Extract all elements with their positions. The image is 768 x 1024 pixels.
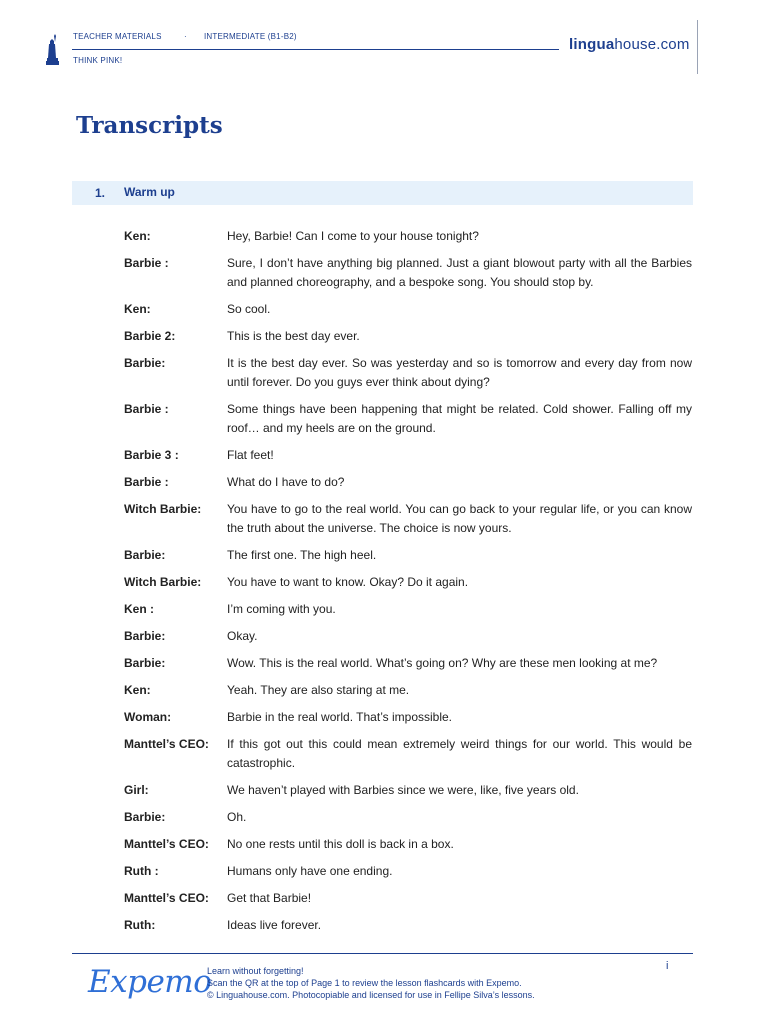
dialogue-line: Sure, I don’t have anything big planned. Just a giant blowout party with all the Barbies and planned choreography, and a bespoke song. You should stop by. [227, 256, 692, 289]
section-heading [72, 181, 693, 205]
transcript-row [124, 446, 692, 465]
dialogue-line: I’m coming with you. [227, 602, 336, 616]
dialogue-line: Some things have been happening that might be related. Cold shower. Falling off my roof… and my heels are on the ground. [227, 402, 692, 435]
section-number: 1. [95, 186, 106, 200]
transcript-row [124, 400, 692, 438]
dialogue-line: No one rests until this doll is back in a box. [227, 837, 454, 851]
transcript-row [124, 835, 692, 854]
transcript-row [124, 708, 692, 727]
transcript-row [124, 916, 692, 935]
statue-of-liberty-icon [46, 34, 60, 66]
brand-logo-bold: lingua [569, 36, 615, 53]
transcript-row [124, 781, 692, 800]
transcript-row [124, 600, 692, 619]
header-lesson-title: THINK PINK! [73, 56, 123, 65]
section-title: Warm up [124, 185, 175, 199]
transcript-row [124, 735, 692, 773]
dialogue-line: Hey, Barbie! Can I come to your house tonight? [227, 229, 479, 243]
dialogue-line: Ideas live forever. [227, 918, 322, 932]
dialogue-line: Humans only have one ending. [227, 864, 393, 878]
transcript-row [124, 354, 692, 392]
page-header [0, 0, 768, 80]
speaker-label: Woman: [124, 710, 172, 724]
dialogue-line: It is the best day ever. So was yesterday and so is tomorrow and every day from now until forever. Do you guys ever think about dying? [227, 356, 692, 389]
transcript-row [124, 654, 692, 673]
transcript-row [124, 862, 692, 881]
footer-text [207, 965, 535, 1001]
speaker-label: Ken: [124, 302, 151, 316]
speaker-label: Barbie : [124, 402, 169, 416]
speaker-label: Barbie 2: [124, 329, 176, 343]
brand-logo [569, 36, 690, 53]
speaker-label: Barbie: [124, 810, 166, 824]
footer-line-3: © Linguahouse.com. Photocopiable and licensed for use in Fellipe Silva’s lessons. [207, 990, 535, 1000]
speaker-label: Barbie: [124, 629, 166, 643]
speaker-label: Barbie 3 : [124, 448, 179, 462]
footer-divider [72, 953, 693, 954]
transcript-row [124, 546, 692, 565]
brand-logo-rest: house.com [614, 36, 690, 53]
transcript-row [124, 573, 692, 592]
speaker-label: Girl: [124, 783, 149, 797]
speaker-label: Witch Barbie: [124, 575, 202, 589]
dialogue-line: You have to go to the real world. You can go back to your regular life, or you can know the truth about the universe. The choice is now yours. [227, 502, 692, 535]
speaker-label: Ruth: [124, 918, 156, 932]
dialogue-line: So cool. [227, 302, 271, 316]
dialogue-line: Okay. [227, 629, 258, 643]
transcript-row [124, 500, 692, 538]
speaker-label: Barbie: [124, 356, 166, 370]
header-category: TEACHER MATERIALS [73, 32, 162, 41]
expemo-logo: Expemo [88, 964, 212, 1000]
page-number: i [666, 960, 669, 972]
transcript-row [124, 889, 692, 908]
transcript-row [124, 327, 692, 346]
dialogue-line: Get that Barbie! [227, 891, 312, 905]
dialogue-line: Flat feet! [227, 448, 274, 462]
transcript-row [124, 254, 692, 292]
page-title: Transcripts [76, 112, 223, 139]
speaker-label: Barbie: [124, 656, 166, 670]
speaker-label: Barbie: [124, 548, 166, 562]
speaker-label: Manttel’s CEO: [124, 837, 209, 851]
transcript-row [124, 681, 692, 700]
dialogue-line: Barbie in the real world. That’s impossible. [227, 710, 452, 724]
transcript-row [124, 808, 692, 827]
speaker-label: Witch Barbie: [124, 502, 202, 516]
transcript-row [124, 300, 692, 319]
header-vertical-rule [697, 20, 698, 74]
transcript-row [124, 227, 692, 246]
speaker-label: Manttel’s CEO: [124, 737, 209, 751]
speaker-label: Ken: [124, 683, 151, 697]
speaker-label: Ken: [124, 229, 151, 243]
dialogue-line: Oh. [227, 810, 247, 824]
dialogue-line: What do I have to do? [227, 475, 345, 489]
transcript-row [124, 627, 692, 646]
header-level: INTERMEDIATE (B1-B2) [204, 32, 297, 41]
dialogue-line: We haven’t played with Barbies since we were, like, five years old. [227, 783, 579, 797]
footer-line-1: Learn without forgetting! [207, 966, 304, 976]
dialogue-line: Wow. This is the real world. What’s going on? Why are these men looking at me? [227, 656, 658, 670]
dialogue-line: The first one. The high heel. [227, 548, 377, 562]
header-divider [72, 49, 559, 50]
transcript-row [124, 473, 692, 492]
speaker-label: Ruth : [124, 864, 159, 878]
header-separator: · [184, 32, 187, 41]
dialogue-line: If this got out this could mean extremely weird things for our world. This would be catastrophic. [227, 737, 692, 770]
dialogue-line: Yeah. They are also staring at me. [227, 683, 410, 697]
speaker-label: Manttel’s CEO: [124, 891, 209, 905]
footer-line-2: Scan the QR at the top of Page 1 to review the lesson flashcards with Expemo. [207, 978, 522, 988]
dialogue-line: This is the best day ever. [227, 329, 360, 343]
speaker-label: Ken : [124, 602, 154, 616]
speaker-label: Barbie : [124, 256, 169, 270]
speaker-label: Barbie : [124, 475, 169, 489]
dialogue-line: You have to want to know. Okay? Do it again. [227, 575, 469, 589]
transcript-list [124, 227, 692, 943]
